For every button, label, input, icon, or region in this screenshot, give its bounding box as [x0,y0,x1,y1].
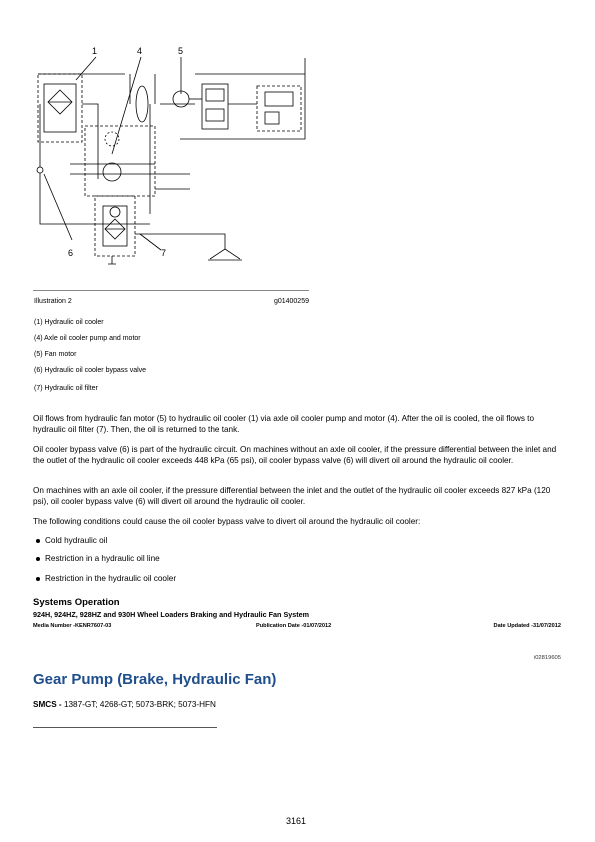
publication-date: Publication Date -01/07/2012 [256,623,332,629]
caption-divider [33,290,309,291]
hydraulic-schematic-illustration [30,44,310,269]
media-number: Media Number -KENR7607-03 [33,623,112,629]
legend-item: (7) Hydraulic oil filter [34,385,98,392]
callout-1: 1 [92,46,98,56]
section-title: Systems Operation [33,597,120,608]
section-subtitle: 924H, 924HZ, 928HZ and 930H Wheel Loaders Braking and Hydraulic Fan System [33,610,310,619]
bullet-item: Cold hydraulic oil [45,536,108,545]
legend-item: (5) Fan motor [34,351,77,358]
illustration-id: g01400259 [273,298,309,305]
smcs-divider [33,727,217,728]
callout-4: 4 [137,46,143,56]
body-paragraph: The following conditions could cause the oil cooler bypass valve to divert oil around the hydraulic oil cooler: [33,517,421,526]
callout-6: 6 [68,248,74,258]
legend-item: (4) Axle oil cooler pump and motor [34,335,141,342]
callout-7: 7 [161,248,167,258]
date-updated: Date Updated -31/07/2012 [493,623,561,629]
smcs-line [33,700,216,709]
page-number: 3161 [286,816,307,826]
legend-item: (1) Hydraulic oil cooler [34,319,104,326]
bullet-item: Restriction in a hydraulic oil line [45,554,160,563]
body-paragraph: Oil cooler bypass valve (6) is part of the hydraulic circuit. On machines without an axle oil cooler, if the pressure differential between the inlet and the outlet of the hydraulic oil cooler exceeds 448 kPa (65 psi), oil cooler bypass valve (6) will divert oil around the hydraulic oil cooler. [33,445,557,465]
body-paragraph: Oil flows from hydraulic fan motor (5) to hydraulic oil cooler (1) via axle oil cooler pump and motor (4). After the oil is cooled, the oil flows to hydraulic oil filter (7). Then, the oil is returned to the tank. [33,414,535,434]
illustration-label: Illustration 2 [34,298,72,305]
page-heading: Gear Pump (Brake, Hydraulic Fan) [33,671,277,688]
legend-item: (6) Hydraulic oil cooler bypass valve [34,367,147,374]
document-id: i02819605 [533,655,561,661]
smcs-codes: 1387-GT; 4268-GT; 5073-BRK; 5073-HFN [63,700,216,709]
body-paragraph: On machines with an axle oil cooler, if the pressure differential between the inlet and the outlet of the hydraulic oil cooler exceeds 827 kPa (120 psi), oil cooler bypass valve (6) will divert oil around the hydraulic oil cooler. [33,486,551,506]
smcs-label: SMCS - [33,700,62,709]
bullet-item: Restriction in the hydraulic oil cooler [45,574,177,583]
callout-5: 5 [178,46,184,56]
